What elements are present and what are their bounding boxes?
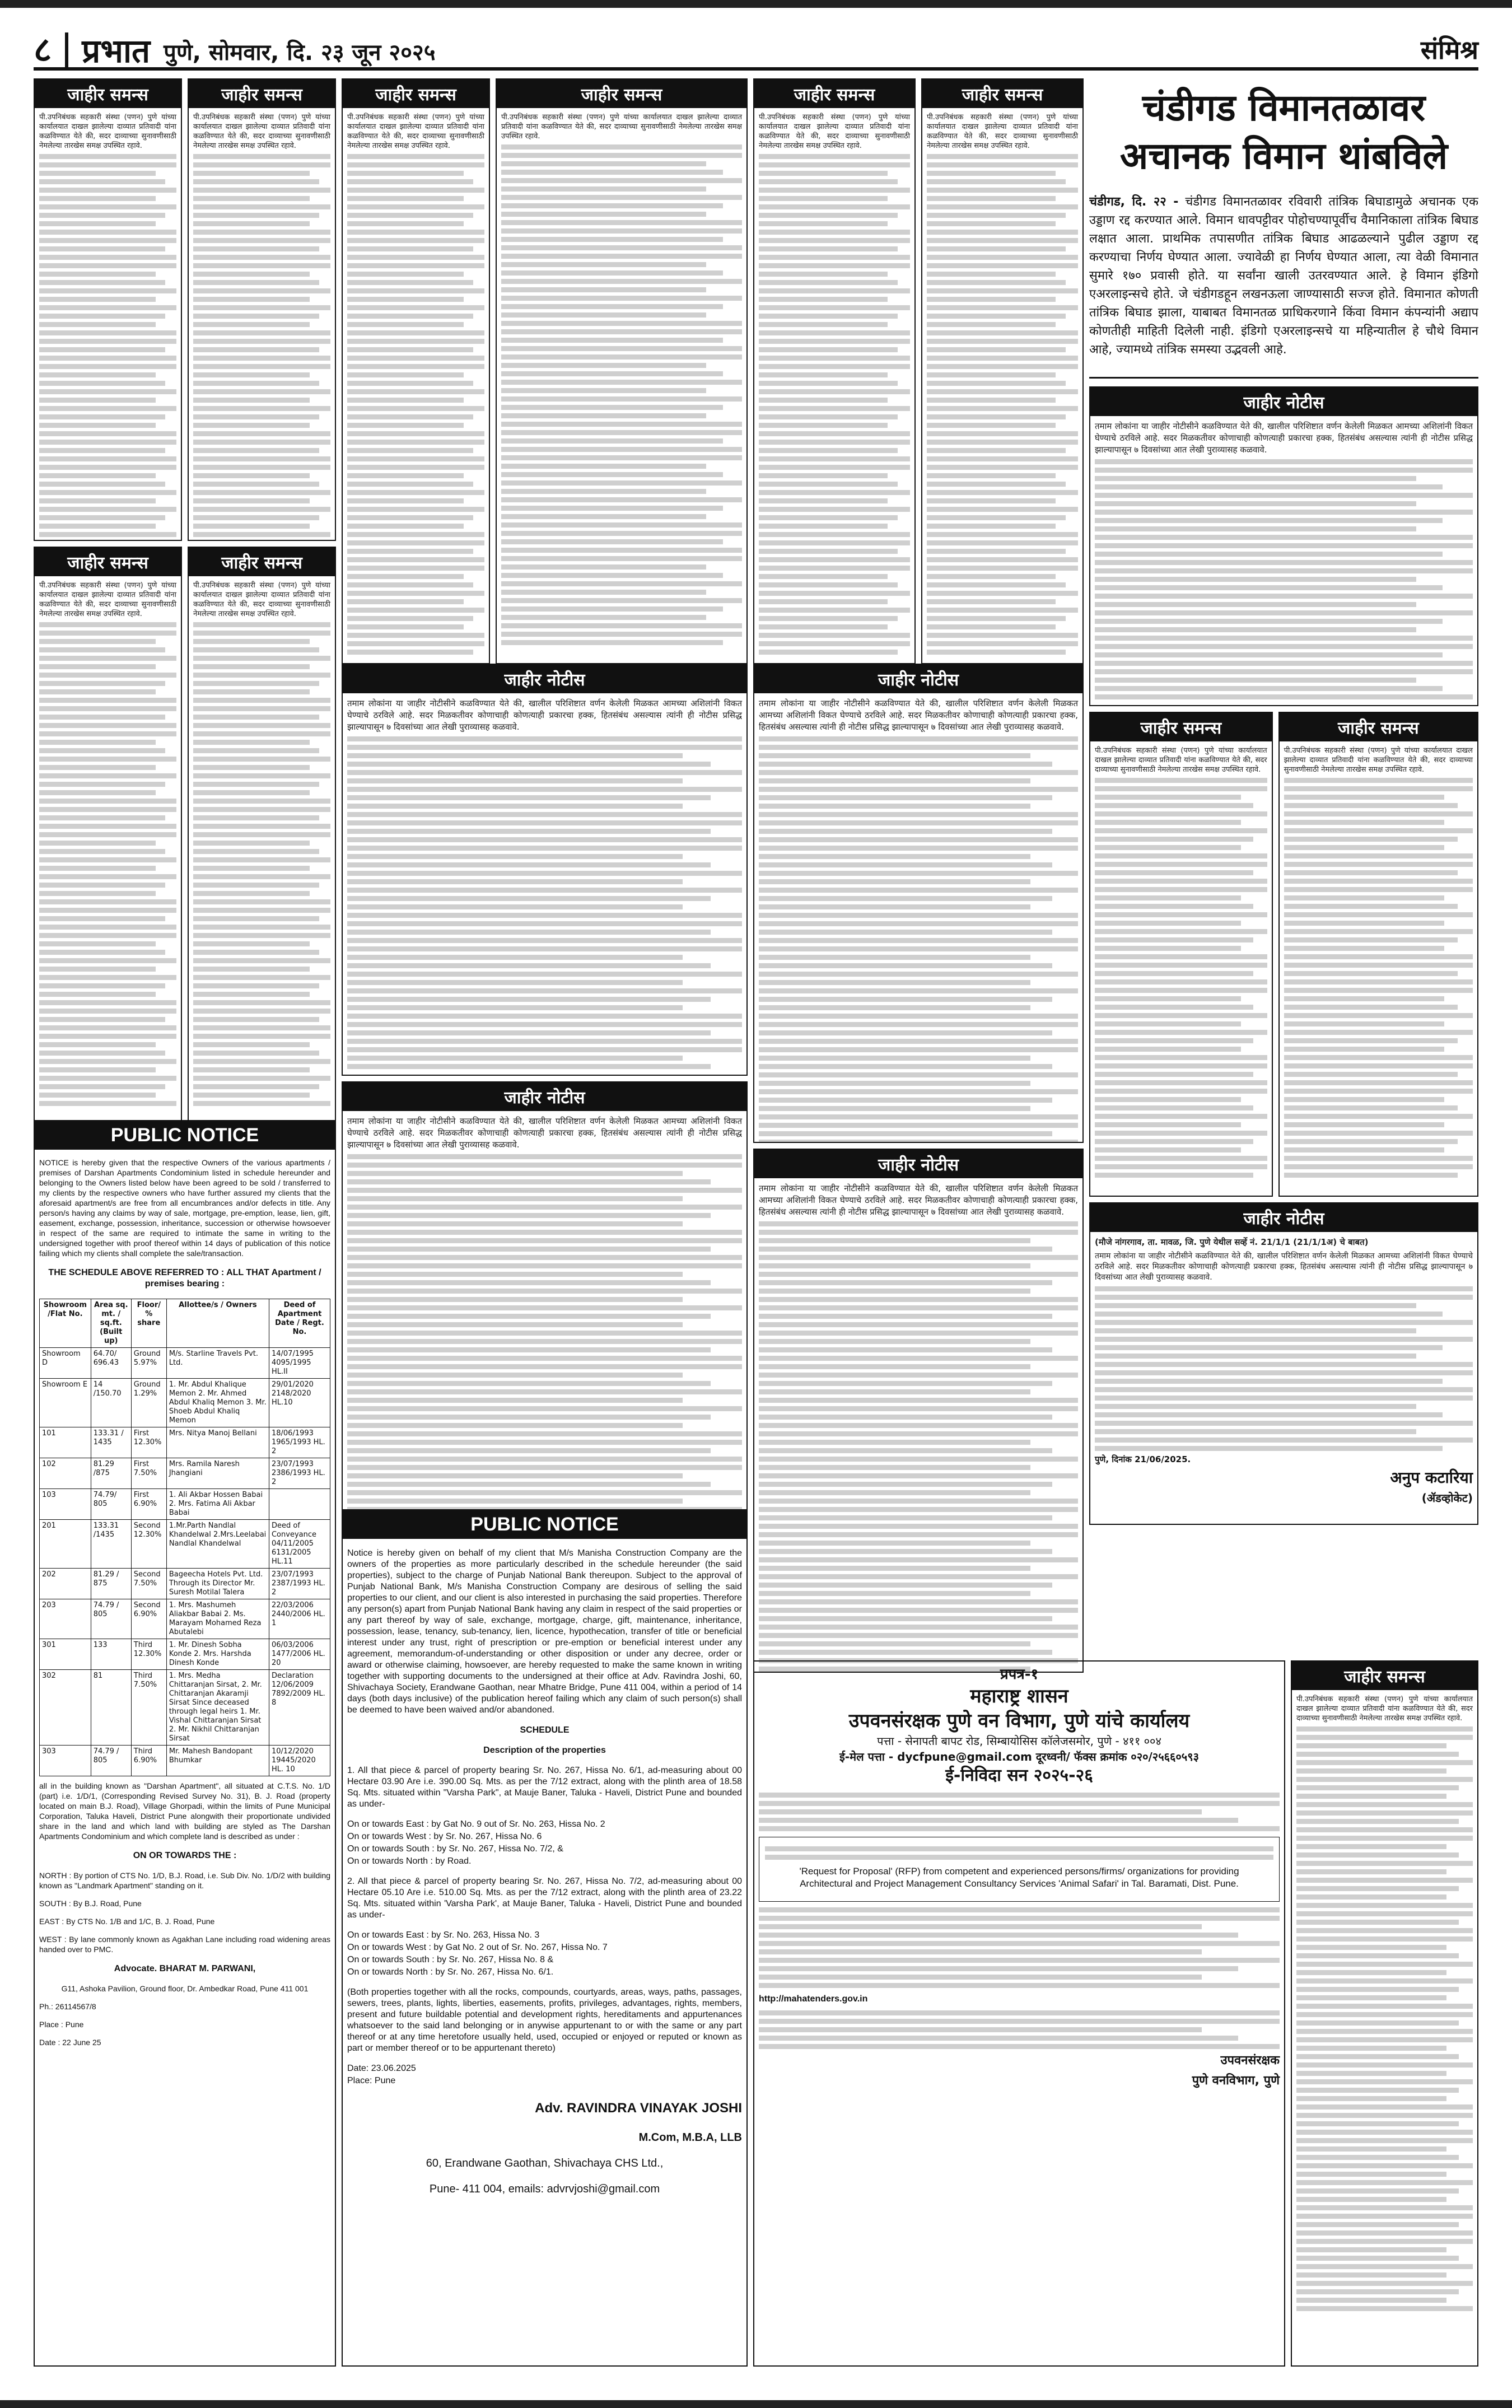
- table-row: [40, 1379, 330, 1427]
- table-cell: 1. Mrs. Medha Chittaranjan Sirsat, 2. Mr. Chittaranjan Akaramji Sirsat Since deceased through legal heirs 1. Mr. Vishal Chittaranjan Sirsat 2. Mr. Nikhil Chittaranjan Sirsat: [166, 1670, 269, 1746]
- table-header-row: [40, 1299, 330, 1348]
- tender-box: [753, 1660, 1285, 2367]
- table-row: [40, 1746, 330, 1776]
- table-cell: 302: [40, 1670, 91, 1746]
- notice-body-lines: [1284, 778, 1473, 1178]
- notice-text: तमाम लोकांना या जाहीर नोटीसीने कळविण्यात येते की, खालील परिशिष्टात वर्णन केलेली मिळकत आमच्या अशिलांनी विकत घेण्याचे ठरविले आहे. सदर मिळकतीवर कोणाचाही कोणत्याही प्रकारचा हक्क, हितसंबंध असल्यास त्यांनी ही नोटीस प्रसिद्ध झाल्यापासून ७ दिवसांच्या आत लेखी पुराव्यासह कळवावे.: [759, 1183, 1078, 1217]
- notice-body-lines: [347, 154, 484, 655]
- notice-header: जाहीर समन्स: [343, 80, 489, 108]
- table-cell: 74.79 / 805: [91, 1746, 131, 1776]
- table-cell: 1.Mr.Parth Nandlal Khandelwal 2.Mrs.Leelabai Nandlal Khandelwal: [166, 1520, 269, 1569]
- boundary-north: On or towards North : by Sr. No. 267, Hissa No. 6/1.: [347, 1967, 554, 1977]
- table-row: [40, 1520, 330, 1569]
- boundaries-heading: ON OR TOWARDS THE :: [133, 1851, 237, 1860]
- table-cell: Ground 5.97%: [131, 1348, 166, 1379]
- news-story: [1089, 78, 1478, 379]
- notice-header: जाहीर नोटीस: [343, 665, 746, 693]
- column-right-bottom: [1291, 1660, 1478, 2372]
- notice-header: जाहीर नोटीस: [754, 1150, 1082, 1178]
- boundary-east: On or towards East : by Sr. No. 263, Hissa No. 3: [347, 1930, 540, 1940]
- property-appurtenances: (Both properties together with all the rocks, compounds, courtyards, areas, ways, paths, passages, sewers, trees, plants, lights, liberties, easements, profits, privileges, advantages, rights, members, present and future buildable potential and development rights, hereditaments and appurtenances whatsoever to the said land belonging or in anywise appurtenant to or with the same or any part thereof or at any time heretofore usually held, used, occupied or enjoyed or reputed or known as part or member thereof or to be appurtenant thereto): [347, 1987, 742, 2053]
- table-cell: Second 6.90%: [131, 1599, 166, 1639]
- boundary-east: EAST : By CTS No. 1/B and 1/C, B. J. Road, Pune: [39, 1917, 215, 1926]
- public-notice-manisha: [342, 1509, 748, 2372]
- table-cell: 81.29 / 875: [91, 1569, 131, 1599]
- advocate-phone: Ph.: 26114567/8: [39, 2002, 96, 2011]
- notice-body-lines: [347, 736, 742, 1069]
- property-item-1: 1. All that piece & parcel of property bearing Sr. No. 267, Hissa No. 6/1, ad-measuring about 00 Hectare 03.90 Are i.e. 390.00 Sq. Mts. as per the 7/12 extract, along with the plinth area of 18.58 Sq. Mts. situated within "Varsha Park", at Mauje Baner, Taluka - Haveli, District Pune and bounded as under-: [347, 1766, 742, 1809]
- public-notice-body: NOTICE is hereby given that the respective Owners of the various apartments / premises of Darshan Apartments Condominium listed in schedule hereunder and belonging to the Owners listed below have been agreed to be sold / transferred to my clients by the respective owners who have further assured my clients that the aforesaid apartment/s are free from all encumbrances and/or defects in title. Any person/s having any claims by way of sale, mortgage, pre-emption, lease, lien, gift, easement, exchange, possession, inheritance, succession or otherwise howsoever in respect of the same are required to intimate the same in writing to the undersigned together with proof thereof within 14 days of publication of this notice failing which my clients shall complete the sale/transaction.: [39, 1158, 330, 1258]
- table-cell: 1. Mr. Abdul Khalique Memon 2. Mr. Ahmed Abdul Khaliq Memon 3. Mr. Shoeb Abdul Khaliq Memon: [166, 1379, 269, 1427]
- public-notice-marathi: [342, 664, 748, 1076]
- public-notice-marathi: [753, 664, 1084, 1143]
- table-cell: First 6.90%: [131, 1489, 166, 1520]
- tender-website[interactable]: http://mahatenders.gov.in: [759, 1994, 868, 2004]
- table-cell: 203: [40, 1599, 91, 1639]
- schedule-title: SCHEDULE: [520, 1725, 570, 1735]
- notice-body-lines: [1095, 778, 1267, 1178]
- public-notice-body: Notice is hereby given on behalf of my client that M/s Manisha Construction Company are the owners of the properties as more particularly described in the schedule hereunder (the said properties), subject to the charge of Punjab National Bank thereupon. Subject to the approval of Punjab National Bank, M/s Manisha Construction Company are desirous of selling the said properties to our client, and our client is also interested in purchasing the said properties. Therefore any person(s) apart from Punjab National Bank having any claim in respect of the said properties or any part thereof by way of sale, exchange, mortgage, charge, gift, maintenance, inheritance, possession, lease, tenancy, sub-tenancy, lien, licence, hypothecation, transfer of title or beneficial interest under any trust, right of prescription or pre-emption or beneficial interest under any agreement, memorandum-of-understanding or other disposition or under any decree, order or award or otherwise claiming, howsoever, are hereby requested to make the same known in writing together with supporting documents to the undersigned at their office at Adv. Ravindra Joshi, 60, Shivachaya Society, Erandwane Gaothan, near Mhatre Bridge, Pune 411 004, within a period of 14 days (both days inclusive) of the publication hereof failing which any claim of such person(s) shall be deemed to have been waived and/or abandoned.: [347, 1548, 742, 1715]
- notice-text: तमाम लोकांना या जाहीर नोटीसीने कळविण्यात येते की, खालील परिशिष्टात वर्णन केलेली मिळकत आमच्या अशिलांनी विकत घेण्याचे ठरविले आहे. सदर मिळकतीवर कोणाचाही कोणत्याही प्रकारचा हक्क, हितसंबंध असल्यास त्यांनी ही नोटीस प्रसिद्ध झाल्यापासून ७ दिवसांच्या आत लेखी पुराव्यासह कळवावे.: [759, 698, 1078, 732]
- table-row: [40, 1670, 330, 1746]
- table-cell: Mr. Mahesh Bandopant Bhumkar: [166, 1746, 269, 1776]
- summons-notice: [1278, 712, 1478, 1197]
- tender-notice: [753, 1660, 1285, 2372]
- notice-body-lines: [193, 622, 330, 1106]
- notice-text: पी.उपनिबंधक सहकारी संस्था (पणन) पुणे यांच्या कार्यालयात दाखल झालेल्या दाव्यात प्रतिवादी यांना कळविण्यात येते की, सदर दाव्याच्या सुनावणीसाठी नेमलेल्या तारखेस समक्ष उपस्थित रहावे.: [1296, 1695, 1473, 1723]
- notice-body-lines: [1095, 1286, 1473, 1451]
- notice-date: Date: 23.06.2025: [347, 2064, 416, 2073]
- notice-text: तमाम लोकांना या जाहीर नोटीसीने कळविण्यात येते की, खालील परिशिष्टात वर्णन केलेली मिळकत आमच्या अशिलांनी विकत घेण्याचे ठरविले आहे. सदर मिळकतीवर कोणाचाही कोणत्याही प्रकारचा हक्क, हितसंबंध असल्यास त्यांनी ही नोटीस प्रसिद्ध झाल्यापासून ७ दिवसांच्या आत लेखी पुराव्यासह कळवावे.: [1095, 1251, 1473, 1282]
- notice-text: पी.उपनिबंधक सहकारी संस्था (पणन) पुणे यांच्या कार्यालयात दाखल झालेल्या दाव्यात प्रतिवादी यांना कळविण्यात येते की, सदर दाव्याच्या सुनावणीसाठी नेमलेल्या तारखेस समक्ष उपस्थित रहावे.: [1095, 746, 1267, 774]
- advocate-address: G11, Ashoka Pavilion, Ground floor, Dr. Ambedkar Road, Pune 411 001: [61, 1984, 309, 1993]
- tender-title: ई-निविदा सन २०२५-२६: [945, 1766, 1093, 1785]
- notice-subtitle: (मौजे नांगरगाव, ता. मावळ, जि. पुणे येथील सर्व्हे नं. 21/1/1 (21/1/1अ) चे बाबत): [1095, 1236, 1369, 1247]
- notice-text: तमाम लोकांना या जाहीर नोटीसीने कळविण्यात येते की, खालील परिशिष्टात वर्णन केलेली मिळकत आमच्या अशिलांनी विकत घेण्याचे ठरविले आहे. सदर मिळकतीवर कोणाचाही कोणत्याही प्रकारचा हक्क, हितसंबंध असल्यास त्यांनी ही नोटीस प्रसिद्ध झाल्यापासून ७ दिवसांच्या आत लेखी पुराव्यासह कळवावे.: [347, 1116, 742, 1150]
- schedule-heading: THE SCHEDULE ABOVE REFERRED TO : ALL THAT Apartment / premises bearing :: [48, 1268, 321, 1289]
- column-header: Area sq. mt. / sq.ft. (Built up): [91, 1299, 131, 1348]
- table-cell: 29/01/2020 2148/2020 HL.10: [269, 1379, 330, 1427]
- notice-header: जाहीर नोटीस: [1090, 388, 1477, 416]
- boundary-west: On or towards West : by Sr. No. 267, Hissa No. 6: [347, 1832, 542, 1841]
- table-cell: 06/03/2006 1477/2006 HL. 20: [269, 1639, 330, 1670]
- notice-header: जाहीर नोटीस: [343, 1082, 746, 1111]
- table-cell: Third 12.30%: [131, 1639, 166, 1670]
- property-item-2: 2. All that piece & parcel of property bearing Sr. No. 267, Hissa No. 7/2, ad-measuring about 00 Hectare 05.10 Are i.e. 510.00 Sq. Mts. as per the 7/12 extract, along with the plinth area of 23.22 Sq. Mts. situated within 'Varsha Park', at Mauje Baner, Taluka - Haveli, District Pune and bounded as under-: [347, 1877, 742, 1920]
- table-cell: 81.29 /875: [91, 1458, 131, 1489]
- table-cell: Declaration 12/06/2009 7892/2009 HL. 8: [269, 1670, 330, 1746]
- column-3: [342, 78, 490, 670]
- column-1: [34, 78, 182, 1132]
- table-row: [40, 1489, 330, 1520]
- summons-notice: [496, 78, 748, 664]
- signatory-title: उपवनसंरक्षक: [1220, 2054, 1280, 2068]
- advocate-name: अनुप कटारिया: [1390, 1468, 1473, 1487]
- advocate-email: Pune- 411 004, emails: advrvjoshi@gmail.com: [429, 2183, 660, 2195]
- table-cell: 74.79 / 805: [91, 1599, 131, 1639]
- table-cell: 14/07/1995 4095/1995 HL.II: [269, 1348, 330, 1379]
- table-cell: Third 6.90%: [131, 1746, 166, 1776]
- table-row: [40, 1569, 330, 1599]
- bottom-border: [0, 2400, 1512, 2408]
- column-6: [921, 78, 1084, 670]
- paper-logo: प्रभात: [82, 32, 151, 70]
- table-row: [40, 1458, 330, 1489]
- table-cell: Ground 1.29%: [131, 1379, 166, 1427]
- public-notice-header: PUBLIC NOTICE: [343, 1510, 746, 1539]
- notice-header: जाहीर समन्स: [497, 80, 746, 108]
- notice-text: पी.उपनिबंधक सहकारी संस्था (पणन) पुणे यांच्या कार्यालयात दाखल झालेल्या दाव्यात प्रतिवादी यांना कळविण्यात येते की, सदर दाव्याच्या सुनावणीसाठी नेमलेल्या तारखेस समक्ष उपस्थित रहावे.: [39, 581, 176, 618]
- table-cell: 133: [91, 1639, 131, 1670]
- column-header: Floor/ % share: [131, 1299, 166, 1348]
- summons-notice: [188, 78, 336, 541]
- headline: चंडीगड विमानतळावर अचानक विमान थांबविले: [1119, 86, 1448, 178]
- table-cell: 14 /150.70: [91, 1379, 131, 1427]
- notice-place: Place: Pune: [347, 2076, 396, 2085]
- summons-notice: [1291, 1660, 1478, 2367]
- tender-table: [759, 1837, 1280, 1902]
- tender-footer-lines: [759, 2010, 1280, 2049]
- boundary-south: On or towards South : by Sr. No. 267, Hissa No. 8 &: [347, 1955, 554, 1964]
- table-cell: Second 7.50%: [131, 1569, 166, 1599]
- table-cell: 301: [40, 1639, 91, 1670]
- table-cell: Showroom D: [40, 1348, 91, 1379]
- table-cell: 23/07/1993 2387/1993 HL. 2: [269, 1569, 330, 1599]
- office-address: पत्ता - सेनापती बापट रोड, सिम्बायोसिस कॉलेजसमोर, पुणे - ४११ ००४: [877, 1734, 1161, 1748]
- notice-text: तमाम लोकांना या जाहीर नोटीसीने कळविण्यात येते की, खालील परिशिष्टात वर्णन केलेली मिळकत आमच्या अशिलांनी विकत घेण्याचे ठरविले आहे. सदर मिळकतीवर कोणाचाही कोणत्याही प्रकारचा हक्क, हितसंबंध असल्यास त्यांनी ही नोटीस प्रसिद्ध झाल्यापासून ७ दिवसांच्या आत लेखी पुराव्यासह कळवावे.: [347, 698, 742, 732]
- notice-header: जाहीर समन्स: [189, 80, 335, 108]
- notice-body-lines: [39, 154, 176, 541]
- table-cell: 64.70/ 696.43: [91, 1348, 131, 1379]
- table-cell: 202: [40, 1569, 91, 1599]
- table-cell: Mrs. Nitya Manoj Bellani: [166, 1427, 269, 1458]
- tender-schedule-lines: [759, 1907, 1280, 1988]
- notice-text: पी.उपनिबंधक सहकारी संस्था (पणन) पुणे यांच्या कार्यालयात दाखल झालेल्या दाव्यात प्रतिवादी यांना कळविण्यात येते की, सदर दाव्याच्या सुनावणीसाठी नेमलेल्या तारखेस समक्ष उपस्थित रहावे.: [1284, 746, 1473, 774]
- table-cell: 1. Mrs. Mashumeh Aliakbar Babai 2. Ms. Marayam Mohamed Reza Abutalebi: [166, 1599, 269, 1639]
- table-cell: [269, 1489, 330, 1520]
- boundary-west: On or towards West : by Gat No. 2 out of Sr. No. 267, Hissa No. 7: [347, 1943, 608, 1952]
- notice-header: जाहीर समन्स: [35, 548, 181, 576]
- advocate-name: Advocate. BHARAT M. PARWANI,: [114, 1964, 256, 1973]
- dateline: पुणे, सोमवार, दि. २३ जून २०२५: [164, 40, 436, 66]
- schedule-subtitle: Description of the properties: [483, 1746, 606, 1755]
- table-cell: 201: [40, 1520, 91, 1569]
- table-cell: Third 7.50%: [131, 1670, 166, 1746]
- column-header: Deed of Apartment Date / Regt. No.: [269, 1299, 330, 1348]
- table-cell: First 7.50%: [131, 1458, 166, 1489]
- notice-text: पी.उपनिबंधक सहकारी संस्था (पणन) पुणे यांच्या कार्यालयात दाखल झालेल्या दाव्यात प्रतिवादी यांना कळविण्यात येते की, सदर दाव्याच्या सुनावणीसाठी नेमलेल्या तारखेस समक्ष उपस्थित रहावे.: [39, 113, 176, 150]
- notice-header: जाहीर समन्स: [1090, 713, 1272, 741]
- public-notice-marathi: [1089, 386, 1478, 706]
- notice-header: जाहीर समन्स: [189, 548, 335, 576]
- notice-body-lines: [347, 1154, 742, 1516]
- notice-place: Place : Pune: [39, 2020, 84, 2029]
- notice-text: तमाम लोकांना या जाहीर नोटीसीने कळविण्यात येते की, खालील परिशिष्टात वर्णन केलेली मिळकत आमच्या अशिलांनी विकत घेण्याचे ठरविले आहे. सदर मिळकतीवर कोणाचाही कोणत्याही प्रकारचा हक्क, हितसंबंध असल्यास त्यांनी ही नोटीस प्रसिद्ध झाल्यापासून ७ दिवसांच्या आत लेखी पुराव्यासह कळवावे.: [1095, 421, 1473, 455]
- table-row: [40, 1427, 330, 1458]
- table-cell: 18/06/1993 1965/1993 HL. 2: [269, 1427, 330, 1458]
- office-name: उपवनसंरक्षक पुणे वन विभाग, पुणे यांचे कार्यालय: [848, 1710, 1190, 1732]
- table-cell: 22/03/2006 2440/2006 HL. 1: [269, 1599, 330, 1639]
- office-contact: ई-मेल पत्ता - dycfpune@gmail.com दूरध्वनी/ फॅक्स क्रमांक ०२०/२५६६०५९३: [839, 1750, 1199, 1763]
- story-dateline: चंडीगड, दि. २२ -: [1089, 194, 1179, 209]
- public-notice-nangargaon: [1089, 1202, 1478, 1525]
- notice-text: पी.उपनिबंधक सहकारी संस्था (पणन) पुणे यांच्या कार्यालयात दाखल झालेल्या दाव्यात प्रतिवादी यांना कळविण्यात येते की, सदर दाव्याच्या सुनावणीसाठी नेमलेल्या तारखेस समक्ष उपस्थित रहावे.: [759, 113, 910, 150]
- notice-text: पी.उपनिबंधक सहकारी संस्था (पणन) पुणे यांच्या कार्यालयात दाखल झालेल्या दाव्यात प्रतिवादी यांना कळविण्यात येते की, सदर दाव्याच्या सुनावणीसाठी नेमलेल्या तारखेस समक्ष उपस्थित रहावे.: [193, 113, 330, 150]
- advocate-degree: M.Com, M.B.A, LLB: [638, 2131, 742, 2144]
- notice-header: जाहीर नोटीस: [1090, 1203, 1477, 1232]
- table-cell: Mrs. Ramila Naresh Jhangiani: [166, 1458, 269, 1489]
- divider-bar: [65, 32, 68, 67]
- summons-notice: [921, 78, 1084, 664]
- table-cell: Second 12.30%: [131, 1520, 166, 1569]
- notice-header: जाहीर समन्स: [754, 80, 914, 108]
- column-header: Showroom /Flat No.: [40, 1299, 91, 1348]
- table-cell: Bageecha Hotels Pvt. Ltd. Through its Director Mr. Suresh Motilal Talera: [166, 1569, 269, 1599]
- notice-text: पी.उपनिबंधक सहकारी संस्था (पणन) पुणे यांच्या कार्यालयात दाखल झालेल्या दाव्यात प्रतिवादी यांना कळविण्यात येते की, सदर दाव्याच्या सुनावणीसाठी नेमलेल्या तारखेस समक्ष उपस्थित रहावे.: [193, 581, 330, 618]
- summons-notice: [188, 547, 336, 1127]
- boundary-south: On or towards South : by Sr. No. 267, Hissa No. 7/2, &: [347, 1844, 563, 1854]
- page-number: ८: [34, 29, 52, 70]
- table-row: [40, 1639, 330, 1670]
- tender-table-lines: [765, 1846, 1273, 1860]
- mid-right-notices: [753, 664, 1084, 1678]
- story-text: चंडीगड विमानतळावर रविवारी तांत्रिक बिघाडामुळे अचानक एक उड्डाण रद्द करण्यात आले. विमान धावपट्टीवर पोहोचण्यापूर्वीच वैमानिकाला तांत्रिक बिघाड लक्षात आला. प्राथमिक तपासणीत तांत्रिक बिघाड आढळल्याने पुढील उड्डाण रद्द करण्याचा निर्णय घेण्यात आला. ज्यावेळी हा निर्णय घेण्यात आला, त्या वेळी विमानात सुमारे १७० प्रवासी होते. या सर्वांना खाली उतरवण्यात आले. हे विमान इंडिगो एअरलाइन्सचे होते. जे चंडीगडहून लखनऊला जाण्यासाठी सज्ज होते. विमानात कोणती तांत्रिक बिघाड झाला, याबाबत विमानतळ प्राधिकरणाने किंवा विमान कंपन्यांनी अद्याप कोणतीही माहिती दिलेली नाही. इंडिगो एअरलाइन्सचे या महिन्यातील हे चौथे विमान आहे, ज्यामध्ये तांत्रिक समस्या उद्भवली आहे.: [1089, 194, 1478, 357]
- table-cell: 74.79/ 805: [91, 1489, 131, 1520]
- table-cell: 133.31 /1435: [91, 1520, 131, 1569]
- property-description: all in the building known as "Darshan Apartment", all situated at C.T.S. No. 1/D (part) i.e. 1/D/1, (Corresponding Revised Survey No. 31), B. J. Road (property located on main B.J. Road), Village Ghorpadi, within the limits of Pune Municipal Corporation, Taluka Haveli, District Pune alongwith their proportionate undivided share in the land and which land with building are styled as The Darshan Apartments Condominium and which complete land is described as under :: [39, 1781, 330, 1841]
- tender-description: 'Request for Proposal' (RFP) from competent and experienced persons/firms/ organizations for providing Architectural and Project Management Consultancy Services 'Animal Safari' in Tal. Baramati, Dist. Pune.: [799, 1866, 1239, 1889]
- government-name: महाराष्ट्र शासन: [970, 1685, 1068, 1707]
- public-notice-box: [342, 1509, 748, 2367]
- section-name: संमिश्र: [1420, 35, 1478, 66]
- notice-body-lines: [927, 154, 1078, 655]
- column-right: [1089, 78, 1478, 1530]
- form-number: प्रपत्र-१: [1000, 1666, 1039, 1683]
- notice-body-lines: [759, 736, 1078, 1143]
- table-cell: 23/07/1993 2386/1993 HL. 2: [269, 1458, 330, 1489]
- table-row: [40, 1599, 330, 1639]
- masthead-left: [34, 29, 436, 70]
- summons-notice: [753, 78, 916, 664]
- column-4: [496, 78, 748, 670]
- column-header: Allottee/s / Owners: [166, 1299, 269, 1348]
- notice-header: जाहीर समन्स: [1280, 713, 1477, 741]
- boundary-east: On or towards East : by Gat No. 9 out of Sr. No. 263, Hissa No. 2: [347, 1819, 605, 1829]
- notice-text: पी.उपनिबंधक सहकारी संस्था (पणन) पुणे यांच्या कार्यालयात दाखल झालेल्या दाव्यात प्रतिवादी यांना कळविण्यात येते की, सदर दाव्याच्या सुनावणीसाठी नेमलेल्या तारखेस समक्ष उपस्थित रहावे.: [347, 113, 484, 150]
- summons-notice: [342, 78, 490, 664]
- table-row: [40, 1348, 330, 1379]
- table-cell: Showroom E: [40, 1379, 91, 1427]
- public-notice-darshan: [34, 1120, 336, 2372]
- notice-body-lines: [501, 144, 742, 645]
- advocate-name: Adv. RAVINDRA VINAYAK JOSHI: [535, 2101, 742, 2116]
- boundary-north: NORTH : By portion of CTS No. 1/D, B.J. Road, i.e. Sub Div. No. 1/D/2 with building known as "Landmark Apartment" standing on it.: [39, 1871, 330, 1890]
- table-cell: First 12.30%: [131, 1427, 166, 1458]
- table-cell: 10/12/2020 19445/2020 HL. 10: [269, 1746, 330, 1776]
- table-cell: Deed of Conveyance 04/11/2005 6131/2005 HL.11: [269, 1520, 330, 1569]
- table-cell: 101: [40, 1427, 91, 1458]
- notice-header: जाहीर समन्स: [922, 80, 1082, 108]
- notice-body-lines: [1296, 1726, 1473, 2311]
- top-border: [0, 0, 1512, 8]
- table-cell: 303: [40, 1746, 91, 1776]
- summons-pair: [1089, 712, 1478, 1202]
- notice-text: पी.उपनिबंधक सहकारी संस्था (पणन) पुणे यांच्या कार्यालयात दाखल झालेल्या दाव्यात प्रतिवादी यांना कळविण्यात येते की, सदर दाव्याच्या सुनावणीसाठी नेमलेल्या तारखेस समक्ष उपस्थित रहावे.: [927, 113, 1078, 150]
- boundary-north: On or towards North : by Road.: [347, 1856, 472, 1866]
- notice-body-lines: [1095, 459, 1473, 699]
- table-cell: 103: [40, 1489, 91, 1520]
- schedule-table: [39, 1299, 330, 1776]
- masthead: [34, 17, 1478, 71]
- column-5: [753, 78, 916, 670]
- table-cell: M/s. Starline Travels Pvt. Ltd.: [166, 1348, 269, 1379]
- column-2: [188, 78, 336, 1132]
- summons-notice: [34, 78, 182, 541]
- story-body: [1089, 193, 1478, 359]
- tender-intro-lines: [759, 1793, 1280, 1831]
- boundary-west: WEST : By lane commonly known as Agakhan Lane including road widening areas handed over to PMC.: [39, 1935, 330, 1954]
- boundary-south: SOUTH : By B.J. Road, Pune: [39, 1899, 142, 1908]
- summons-notice: [1089, 712, 1273, 1197]
- table-cell: 81: [91, 1670, 131, 1746]
- notice-header: जाहीर नोटीस: [754, 665, 1082, 693]
- advocate-address: 60, Erandwane Gaothan, Shivachaya CHS Ltd.,: [426, 2157, 664, 2169]
- notice-date: Date : 22 June 25: [39, 2038, 101, 2047]
- notice-text: पी.उपनिबंधक सहकारी संस्था (पणन) पुणे यांच्या कार्यालयात दाखल झालेल्या दाव्यात प्रतिवादी यांना कळविण्यात येते की, सदर दाव्याच्या सुनावणीसाठी नेमलेल्या तारखेस समक्ष उपस्थित रहावे.: [501, 113, 742, 141]
- public-notice-header: PUBLIC NOTICE: [35, 1121, 335, 1150]
- table-cell: 133.31 / 1435: [91, 1427, 131, 1458]
- notice-header: जाहीर समन्स: [1292, 1662, 1477, 1690]
- middle-notices-1: [342, 664, 748, 1522]
- table-cell: 1. Ali Akbar Hossen Babai 2. Mrs. Fatima Ali Akbar Babai: [166, 1489, 269, 1520]
- notice-body-lines: [39, 622, 176, 1106]
- advocate-title: (ॲडव्होकेट): [1421, 1491, 1473, 1505]
- public-notice-marathi: [753, 1149, 1084, 1673]
- notice-body-lines: [759, 1221, 1078, 1672]
- notice-body-lines: [193, 154, 330, 541]
- notice-header: जाहीर समन्स: [35, 80, 181, 108]
- table-cell: 1. Mr. Dinesh Sobha Konde 2. Mrs. Harshda Dinesh Konde: [166, 1639, 269, 1670]
- summons-notice: [34, 547, 182, 1127]
- notice-date: पुणे, दिनांक 21/06/2025.: [1095, 1454, 1191, 1464]
- public-notice-marathi: [342, 1081, 748, 1516]
- table-cell: 102: [40, 1458, 91, 1489]
- public-notice-box: [34, 1120, 336, 2367]
- notice-body-lines: [759, 154, 910, 655]
- signatory-office: पुणे वनविभाग, पुणे: [1192, 2074, 1280, 2088]
